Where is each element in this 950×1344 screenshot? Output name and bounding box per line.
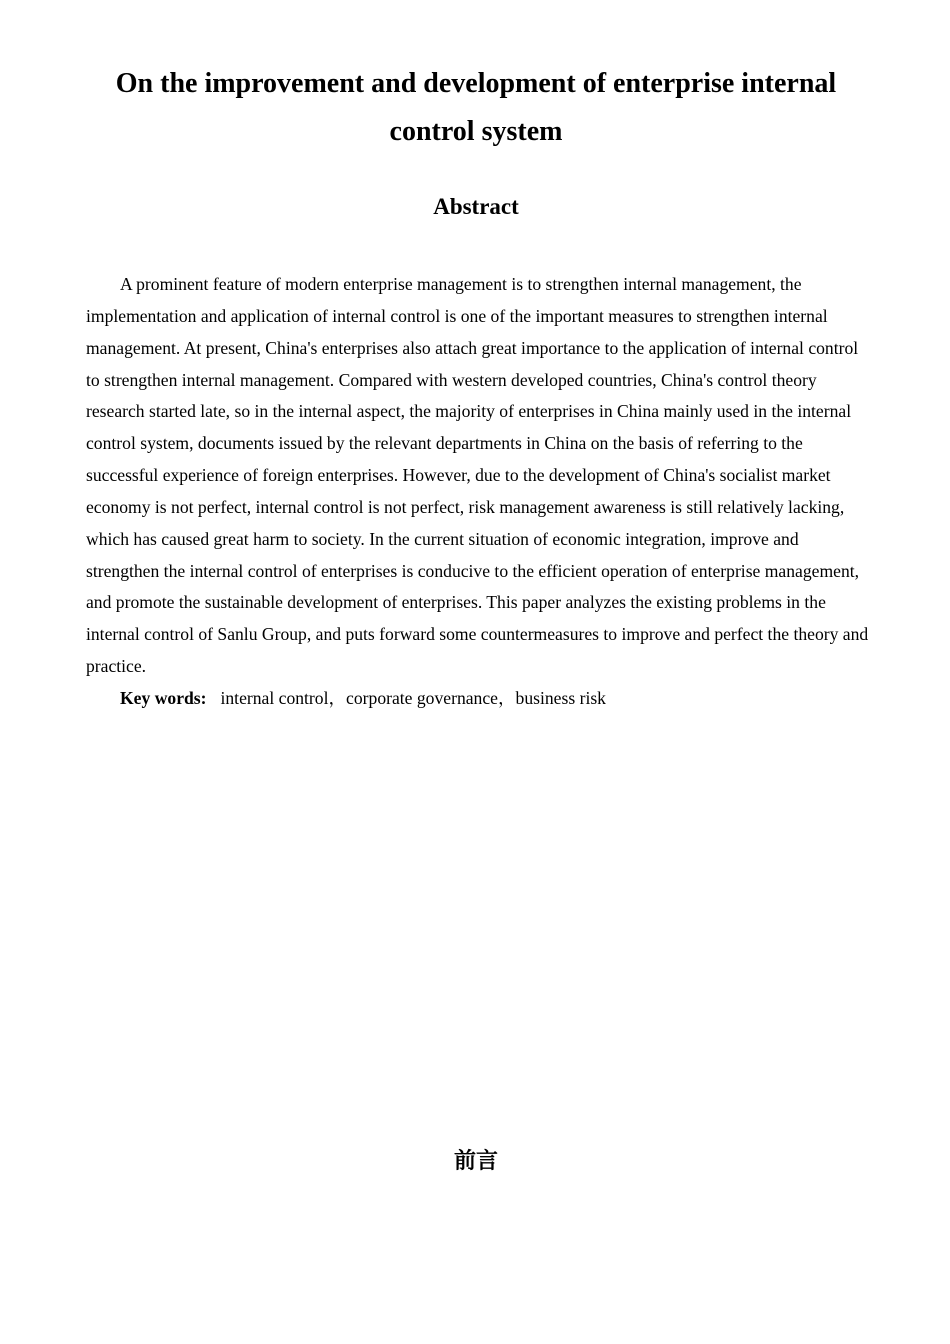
preface-heading: 前言 — [453, 1149, 498, 1174]
abstract-paragraph: A prominent feature of modern enterprise management is to strengthen internal management, the implementation and application of internal control is one of the important measures to strengthen internal management. At present, China's enterprises also attach great importance to the application of internal control to strengthen internal management. Compared with western developed countries, China's control theory research started late, so in the internal aspect, the majority of enterprises in China mainly used in the internal control system, documents issued by the relevant departments in China on the basis of referring to the successful experience of foreign enterprises. However, due to the development of China's socialist market economy is not perfect, internal control is not perfect, risk management awareness is still relatively lacking, which has caused great harm to society. In the current situation of economic integration, improve and strengthen the internal control of enterprises is conducive to the efficient operation of enterprise management, and promote the sustainable development of enterprises. This paper analyzes the existing problems in the internal control of Sanlu Group, and puts forward some countermeasures to improve and perfect the theory and practice. — [86, 274, 869, 677]
keywords-line — [86, 683, 866, 715]
abstract-heading: Abstract — [433, 194, 519, 219]
paper-title: On the improvement and development of enterprise internal control system — [115, 68, 837, 147]
keywords-list: internal control，corporate governance，business risk — [220, 688, 606, 708]
keywords-label: Key words: — [120, 688, 207, 708]
